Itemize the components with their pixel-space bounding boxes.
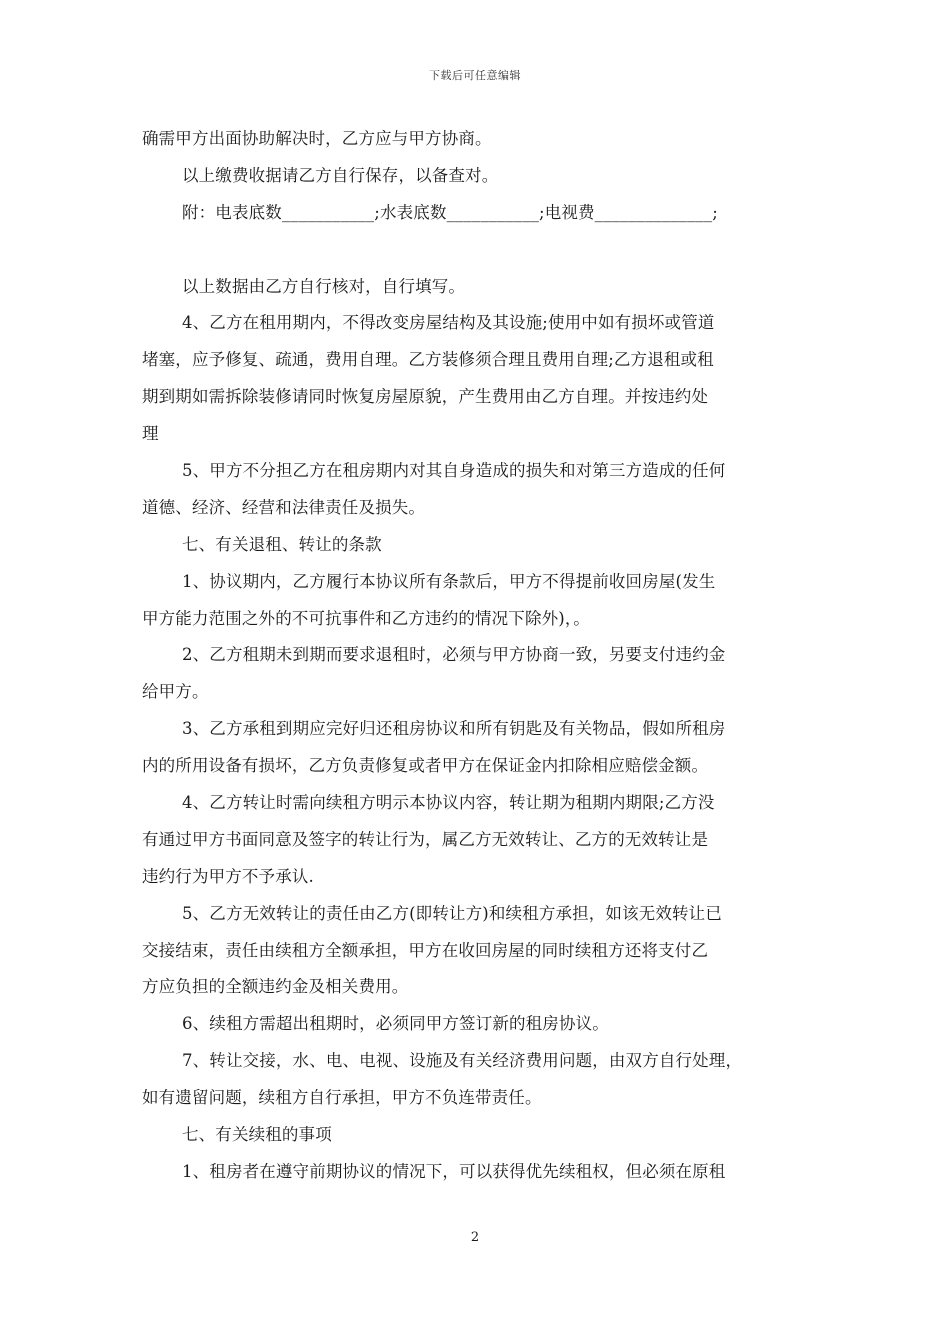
- text-line: 理: [142, 424, 159, 444]
- text-line: 1、协议期内，乙方履行本协议所有条款后，甲方不得提前收回房屋(发生: [182, 571, 716, 591]
- text-line: 以上数据由乙方自行核对，自行填写。: [182, 276, 466, 296]
- text-line: 确需甲方出面协助解决时，乙方应与甲方协商。: [142, 129, 492, 148]
- text-line: 5、乙方无效转让的责任由乙方(即转让方)和续租方承担，如该无效转让已: [182, 903, 722, 923]
- text-line: 违约行为甲方不予承认.: [142, 866, 314, 886]
- text-line: 七、有关退租、转让的条款: [182, 534, 382, 554]
- page-header: 下载后可任意编辑: [429, 69, 521, 82]
- text-line: 5、甲方不分担乙方在租房期内对其自身造成的损失和对第三方造成的任何: [182, 461, 726, 481]
- text-line: 1、租房者在遵守前期协议的情况下，可以获得优先续租权，但必须在原租: [182, 1161, 726, 1181]
- blank-line: [142, 232, 814, 269]
- text-line: 2、乙方租期未到期而要求退租时，必须与甲方协商一致，另要支付违约金: [182, 645, 726, 665]
- text-line: 7、转让交接，水、电、电视、设施及有关经济费用问题，由双方自行处理，: [182, 1051, 743, 1071]
- text-line: 甲方能力范围之外的不可抗事件和乙方违约的情况下除外)，。: [142, 608, 590, 628]
- text-line: 交接结束，责任由续租方全额承担，甲方在收回房屋的同时续租方还将支付乙: [142, 940, 709, 960]
- text-line: 七、有关续租的事项: [182, 1125, 332, 1145]
- text-line: 3、乙方承租到期应完好归还租房协议和所有钥匙及有关物品，假如所租房: [182, 719, 726, 739]
- text-line: 附：电表底数___________;水表底数___________;电视费______________;: [182, 202, 718, 222]
- text-line: 道德、经济、经营和法律责任及损失。: [142, 497, 426, 517]
- document-body: [142, 121, 814, 1191]
- text-line: 6、续租方需超出租期时，必须同甲方签订新的租房协议。: [182, 1014, 609, 1034]
- text-line: 方应负担的全额违约金及相关费用。: [142, 977, 409, 997]
- page-number: 2: [470, 1230, 480, 1245]
- text-line: 如有遗留问题，续租方自行承担，甲方不负连带责任。: [142, 1088, 542, 1108]
- text-line: 以上缴费收据请乙方自行保存，以备查对。: [182, 165, 499, 185]
- text-line: 期到期如需拆除装修请同时恢复房屋原貌，产生费用由乙方自理。并按违约处: [142, 387, 709, 407]
- text-line: 内的所用设备有损坏，乙方负责修复或者甲方在保证金内扣除相应赔偿金额。: [142, 756, 709, 776]
- text-line: 4、乙方转让时需向续租方明示本协议内容，转让期为租期内期限;乙方没: [182, 793, 715, 813]
- text-line: 有通过甲方书面同意及签字的转让行为，属乙方无效转让、乙方的无效转让是: [142, 829, 709, 849]
- text-line: 给甲方。: [142, 682, 209, 702]
- text-line: 堵塞，应予修复、疏通，费用自理。乙方装修须合理且费用自理;乙方退租或租: [142, 350, 714, 370]
- text-line: 4、乙方在租用期内，不得改变房屋结构及其设施;使用中如有损坏或管道: [182, 313, 715, 333]
